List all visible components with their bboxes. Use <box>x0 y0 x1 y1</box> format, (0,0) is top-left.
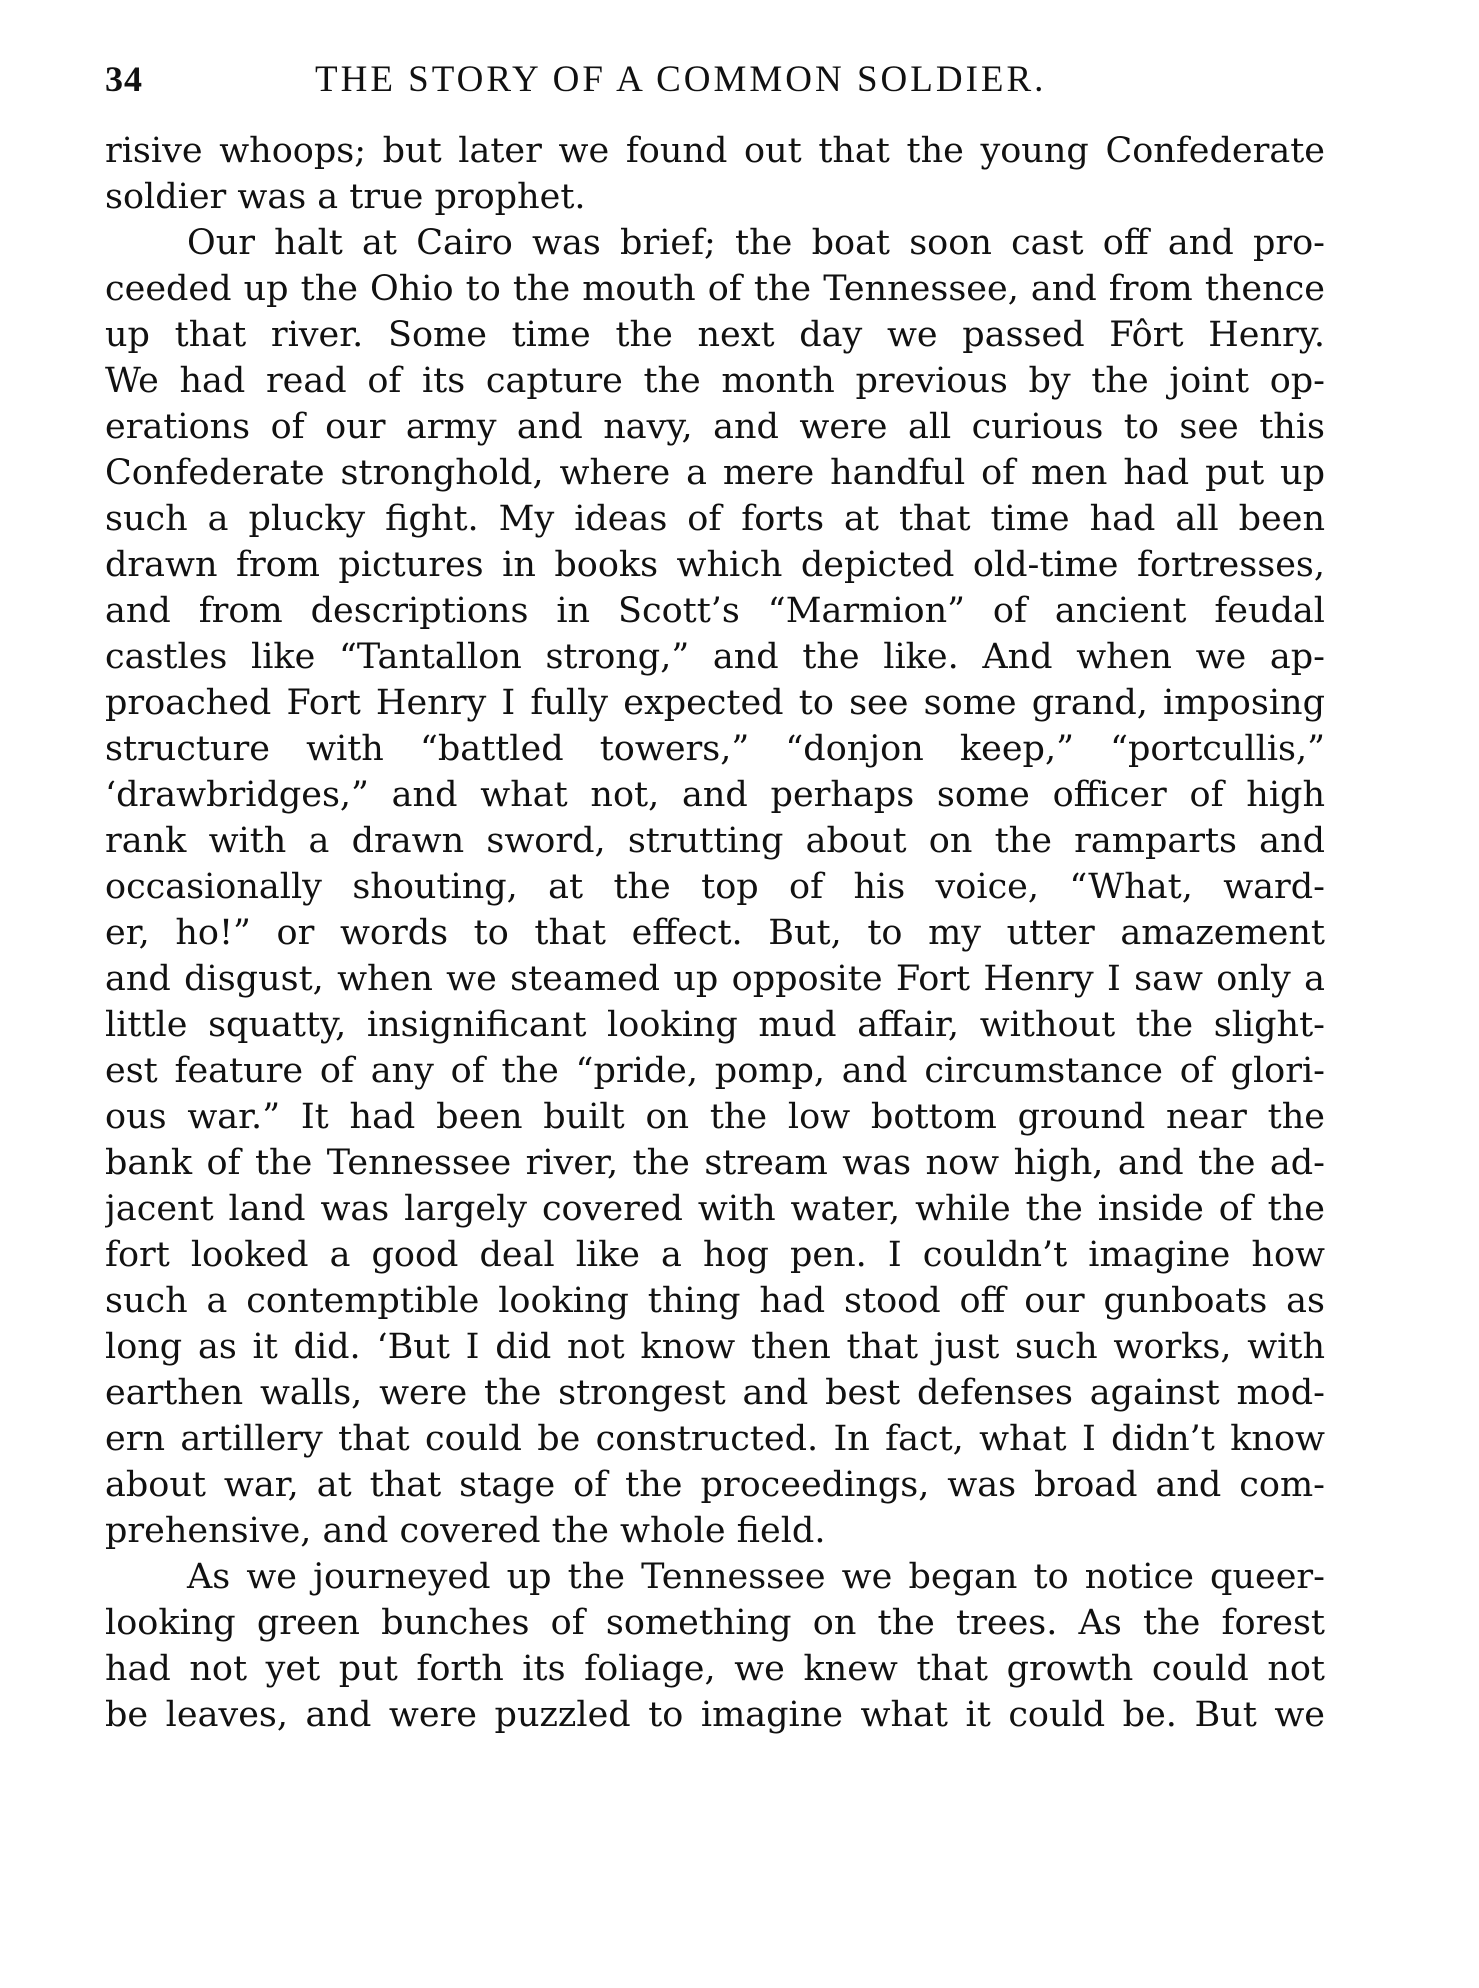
text-line: proached Fort Henry I fully expected to see some grand, imposing <box>105 683 1325 723</box>
text-line: and from descriptions in Scott’s “Marmion” of ancient feudal <box>105 591 1325 631</box>
text-line: castles like “Tantallon strong,” and the like. And when we ap- <box>105 637 1325 677</box>
text-line: est feature of any of the “pride, pomp, and circumstance of glori- <box>105 1051 1325 1091</box>
text-line: fort looked a good deal like a hog pen. I couldn’t imagine how <box>105 1235 1325 1275</box>
running-title: THE STORY OF A COMMON SOLDIER. <box>315 59 1047 100</box>
text-line: ceeded up the Ohio to the mouth of the Tennessee, and from thence <box>105 269 1325 309</box>
text-line: looking green bunches of something on the trees. As the forest <box>105 1603 1325 1643</box>
text-line: ous war.” It had been built on the low bottom ground near the <box>105 1097 1325 1137</box>
text-line: occasionally shouting, at the top of his voice, “What, ward- <box>105 867 1325 907</box>
text-line: ern artillery that could be constructed. In fact, what I didn’t know <box>105 1419 1325 1459</box>
text-line: drawn from pictures in books which depicted old-time fortresses, <box>105 545 1325 585</box>
page-header <box>105 58 1320 108</box>
text-line: rank with a drawn sword, strutting about on the ramparts and <box>105 821 1325 861</box>
text-line: jacent land was largely covered with water, while the inside of the <box>105 1189 1325 1229</box>
page-number: 34 <box>105 59 143 99</box>
text-line: long as it did. ‘But I did not know then that just such works, with <box>105 1327 1325 1367</box>
text-line: up that river. Some time the next day we passed Fôrt Henry. <box>105 315 1325 355</box>
text-line: prehensive, and covered the whole field. <box>105 1511 826 1551</box>
text-line: had not yet put forth its foliage, we knew that growth could not <box>105 1649 1325 1689</box>
text-line: Confederate stronghold, where a mere handful of men had put up <box>105 453 1325 493</box>
text-line: little squatty, insignificant looking mud affair, without the slight- <box>105 1005 1325 1045</box>
text-line: and disgust, when we steamed up opposite Fort Henry I saw only a <box>105 959 1325 999</box>
text-line: Our halt at Cairo was brief; the boat soon cast off and pro- <box>187 223 1325 263</box>
text-line: such a plucky fight. My ideas of forts at that time had all been <box>105 499 1325 539</box>
text-line: structure with “battled towers,” “donjon keep,” “portcullis,” <box>105 729 1325 769</box>
text-line: risive whoops; but later we found out that the young Confederate <box>105 131 1325 171</box>
text-line: bank of the Tennessee river, the stream was now high, and the ad- <box>105 1143 1325 1183</box>
text-line: erations of our army and navy, and were all curious to see this <box>105 407 1325 447</box>
text-line: about war, at that stage of the proceedings, was broad and com- <box>105 1465 1325 1505</box>
text-line: earthen walls, were the strongest and best defenses against mod- <box>105 1373 1325 1413</box>
text-line: such a contemptible looking thing had stood off our gunboats as <box>105 1281 1325 1321</box>
text-line: As we journeyed up the Tennessee we began to notice queer- <box>187 1557 1325 1597</box>
text-line: ‘drawbridges,” and what not, and perhaps some officer of high <box>105 775 1325 815</box>
text-line: We had read of its capture the month previous by the joint op- <box>105 361 1325 401</box>
body-text <box>105 128 1325 1738</box>
text-line: er, ho!” or words to that effect. But, to my utter amazement <box>105 913 1325 953</box>
text-line: be leaves, and were puzzled to imagine what it could be. But we <box>105 1695 1325 1735</box>
text-line: soldier was a true prophet. <box>105 177 586 217</box>
